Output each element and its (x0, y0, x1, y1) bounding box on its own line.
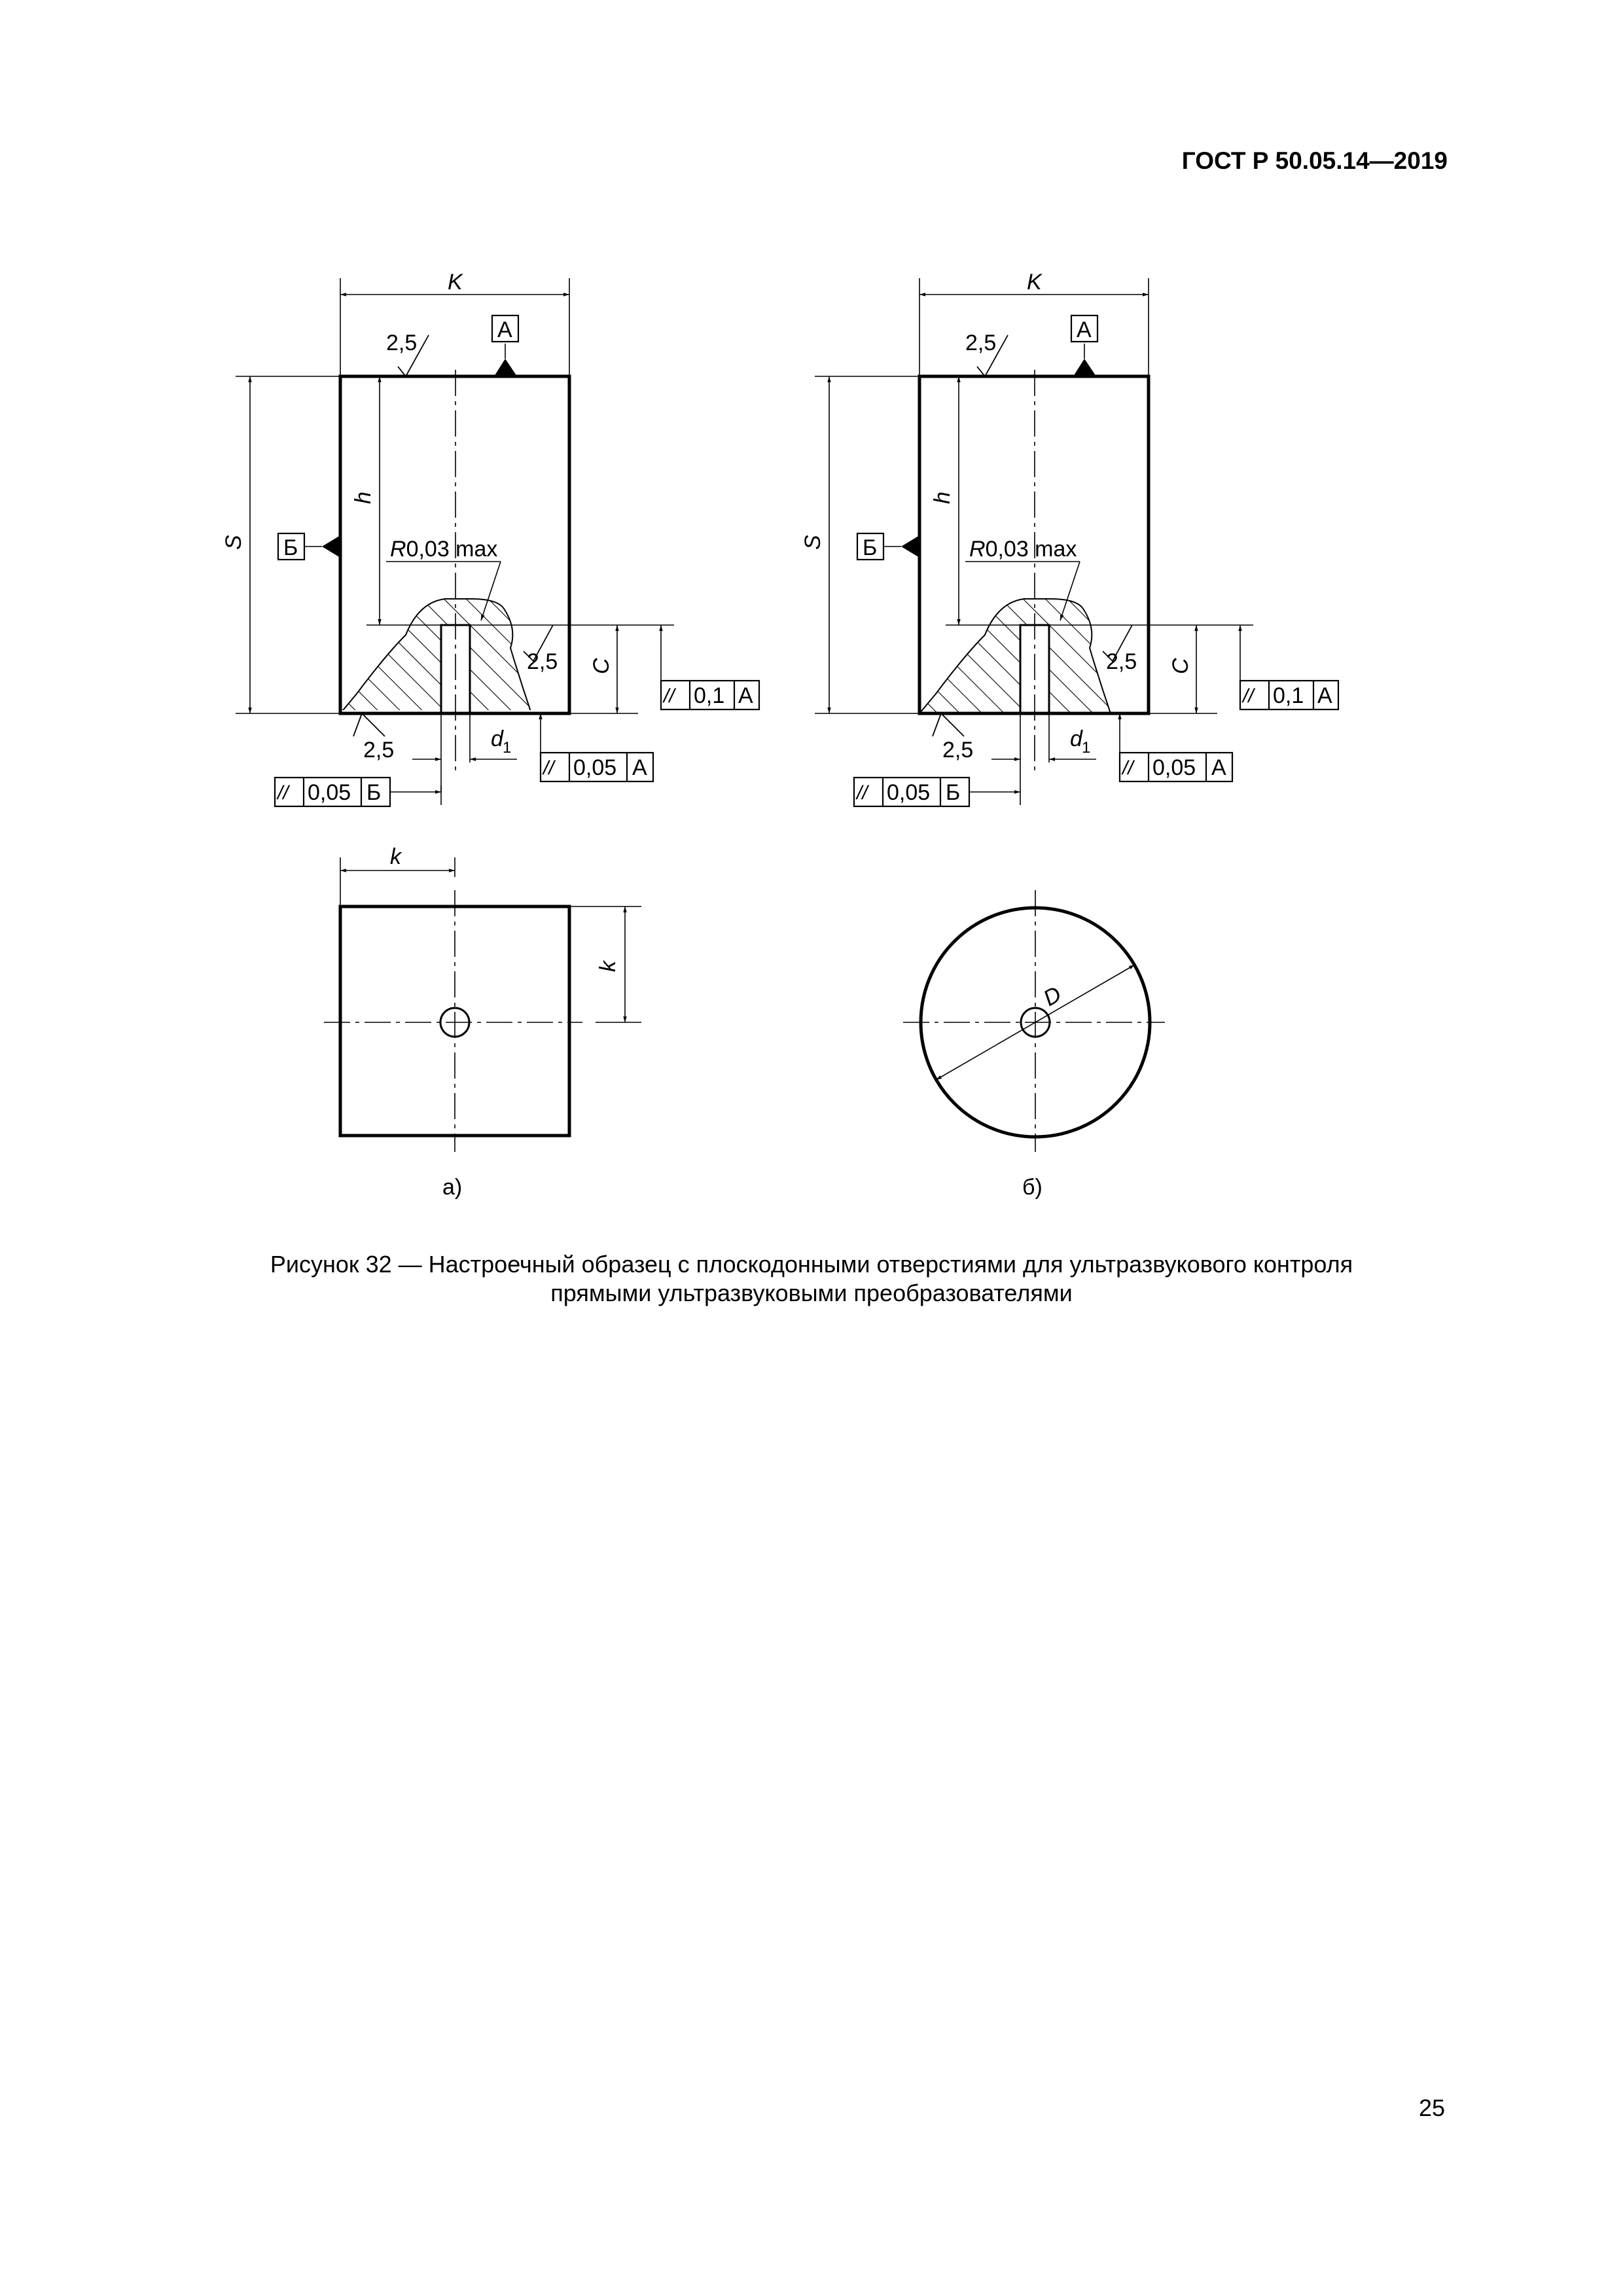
dim-hole-dia-sub-b: 1 (1082, 739, 1091, 757)
side-section-a-labels (221, 270, 753, 805)
datum-side-b: Б (863, 535, 878, 560)
dim-height-label-a: S (221, 535, 246, 550)
tol-wall-value-b: 0,05 (887, 780, 931, 805)
roughness-hole-a: 2,5 (527, 649, 558, 674)
tol-hole-bottom-value-a: 0,1 (694, 683, 725, 708)
dim-hole-dia-label-a: d (491, 726, 503, 751)
tol-hole-bottom-datum-a: А (738, 683, 753, 708)
tol-base-value-a: 0,05 (573, 755, 617, 780)
parallelism-symbol-2b: // (1122, 757, 1133, 779)
dim-width-label-a: K (448, 270, 463, 295)
caption-line-2: прямыми ультразвуковыми преобразователями (550, 1280, 1073, 1306)
dim-hole-bottom-label-b: C (1168, 658, 1193, 674)
roughness-hole-b: 2,5 (1106, 649, 1137, 674)
roughness-bottom-b: 2,5 (942, 738, 974, 762)
tol-wall-datum-b: Б (946, 780, 961, 805)
dim-diameter: D (1039, 981, 1066, 1011)
tol-hole-bottom-value-b: 0,1 (1273, 683, 1304, 708)
caption-line-1: Рисунок 32 — Настроечный образец с плоскодонными отверстиями для ультразвукового контроля (270, 1251, 1353, 1278)
tol-base-datum-a: А (632, 755, 647, 780)
tol-hole-bottom-datum-b: А (1317, 683, 1332, 708)
view-label-b: б) (1022, 1175, 1043, 1200)
roughness-top-b: 2,5 (965, 331, 997, 355)
parallelism-symbol-1a: // (664, 685, 675, 707)
dim-k-horizontal: k (390, 844, 401, 869)
datum-side-a: Б (283, 535, 298, 560)
plan-view-circle-labels (1022, 982, 1065, 1200)
plan-view-square (324, 857, 641, 1152)
parallelism-symbol-2a: // (543, 757, 554, 779)
radius-label-a: R0,03 max (390, 537, 498, 562)
tol-base-datum-b: А (1211, 755, 1226, 780)
datum-top-a: А (497, 317, 512, 342)
section-hatch-b (919, 599, 1111, 713)
dim-hole-dia-sub-a: 1 (503, 739, 512, 757)
dim-height-label-b: S (800, 535, 825, 550)
view-label-a: а) (442, 1175, 463, 1200)
standard-header: ГОСТ Р 50.05.14—2019 (1181, 147, 1448, 174)
plan-view-circle (903, 890, 1165, 1152)
figure-caption (0, 1250, 1623, 1308)
dim-k-vertical: k (596, 961, 620, 972)
roughness-top-a: 2,5 (386, 331, 418, 355)
dim-hole-dia-label-b: d (1070, 726, 1082, 751)
parallelism-symbol-3a: // (277, 782, 289, 804)
dim-hole-bottom-label-a: C (589, 658, 614, 674)
radius-label-b: R0,03 max (969, 537, 1077, 562)
parallelism-symbol-3b: // (857, 782, 868, 804)
tol-base-value-b: 0,05 (1152, 755, 1196, 780)
datum-top-b: А (1077, 317, 1092, 342)
page-number: 25 (1418, 2094, 1445, 2121)
dim-hole-depth-label-b: h (930, 492, 955, 504)
dim-hole-depth-label-a: h (351, 492, 376, 504)
parallelism-symbol-1b: // (1243, 685, 1254, 707)
roughness-bottom-a: 2,5 (363, 738, 395, 762)
section-hatch-a (340, 599, 531, 713)
tol-wall-value-a: 0,05 (308, 780, 351, 805)
dim-width-label-b: K (1027, 270, 1042, 295)
side-section-b-labels (800, 270, 1332, 805)
tol-wall-datum-a: Б (366, 780, 382, 805)
